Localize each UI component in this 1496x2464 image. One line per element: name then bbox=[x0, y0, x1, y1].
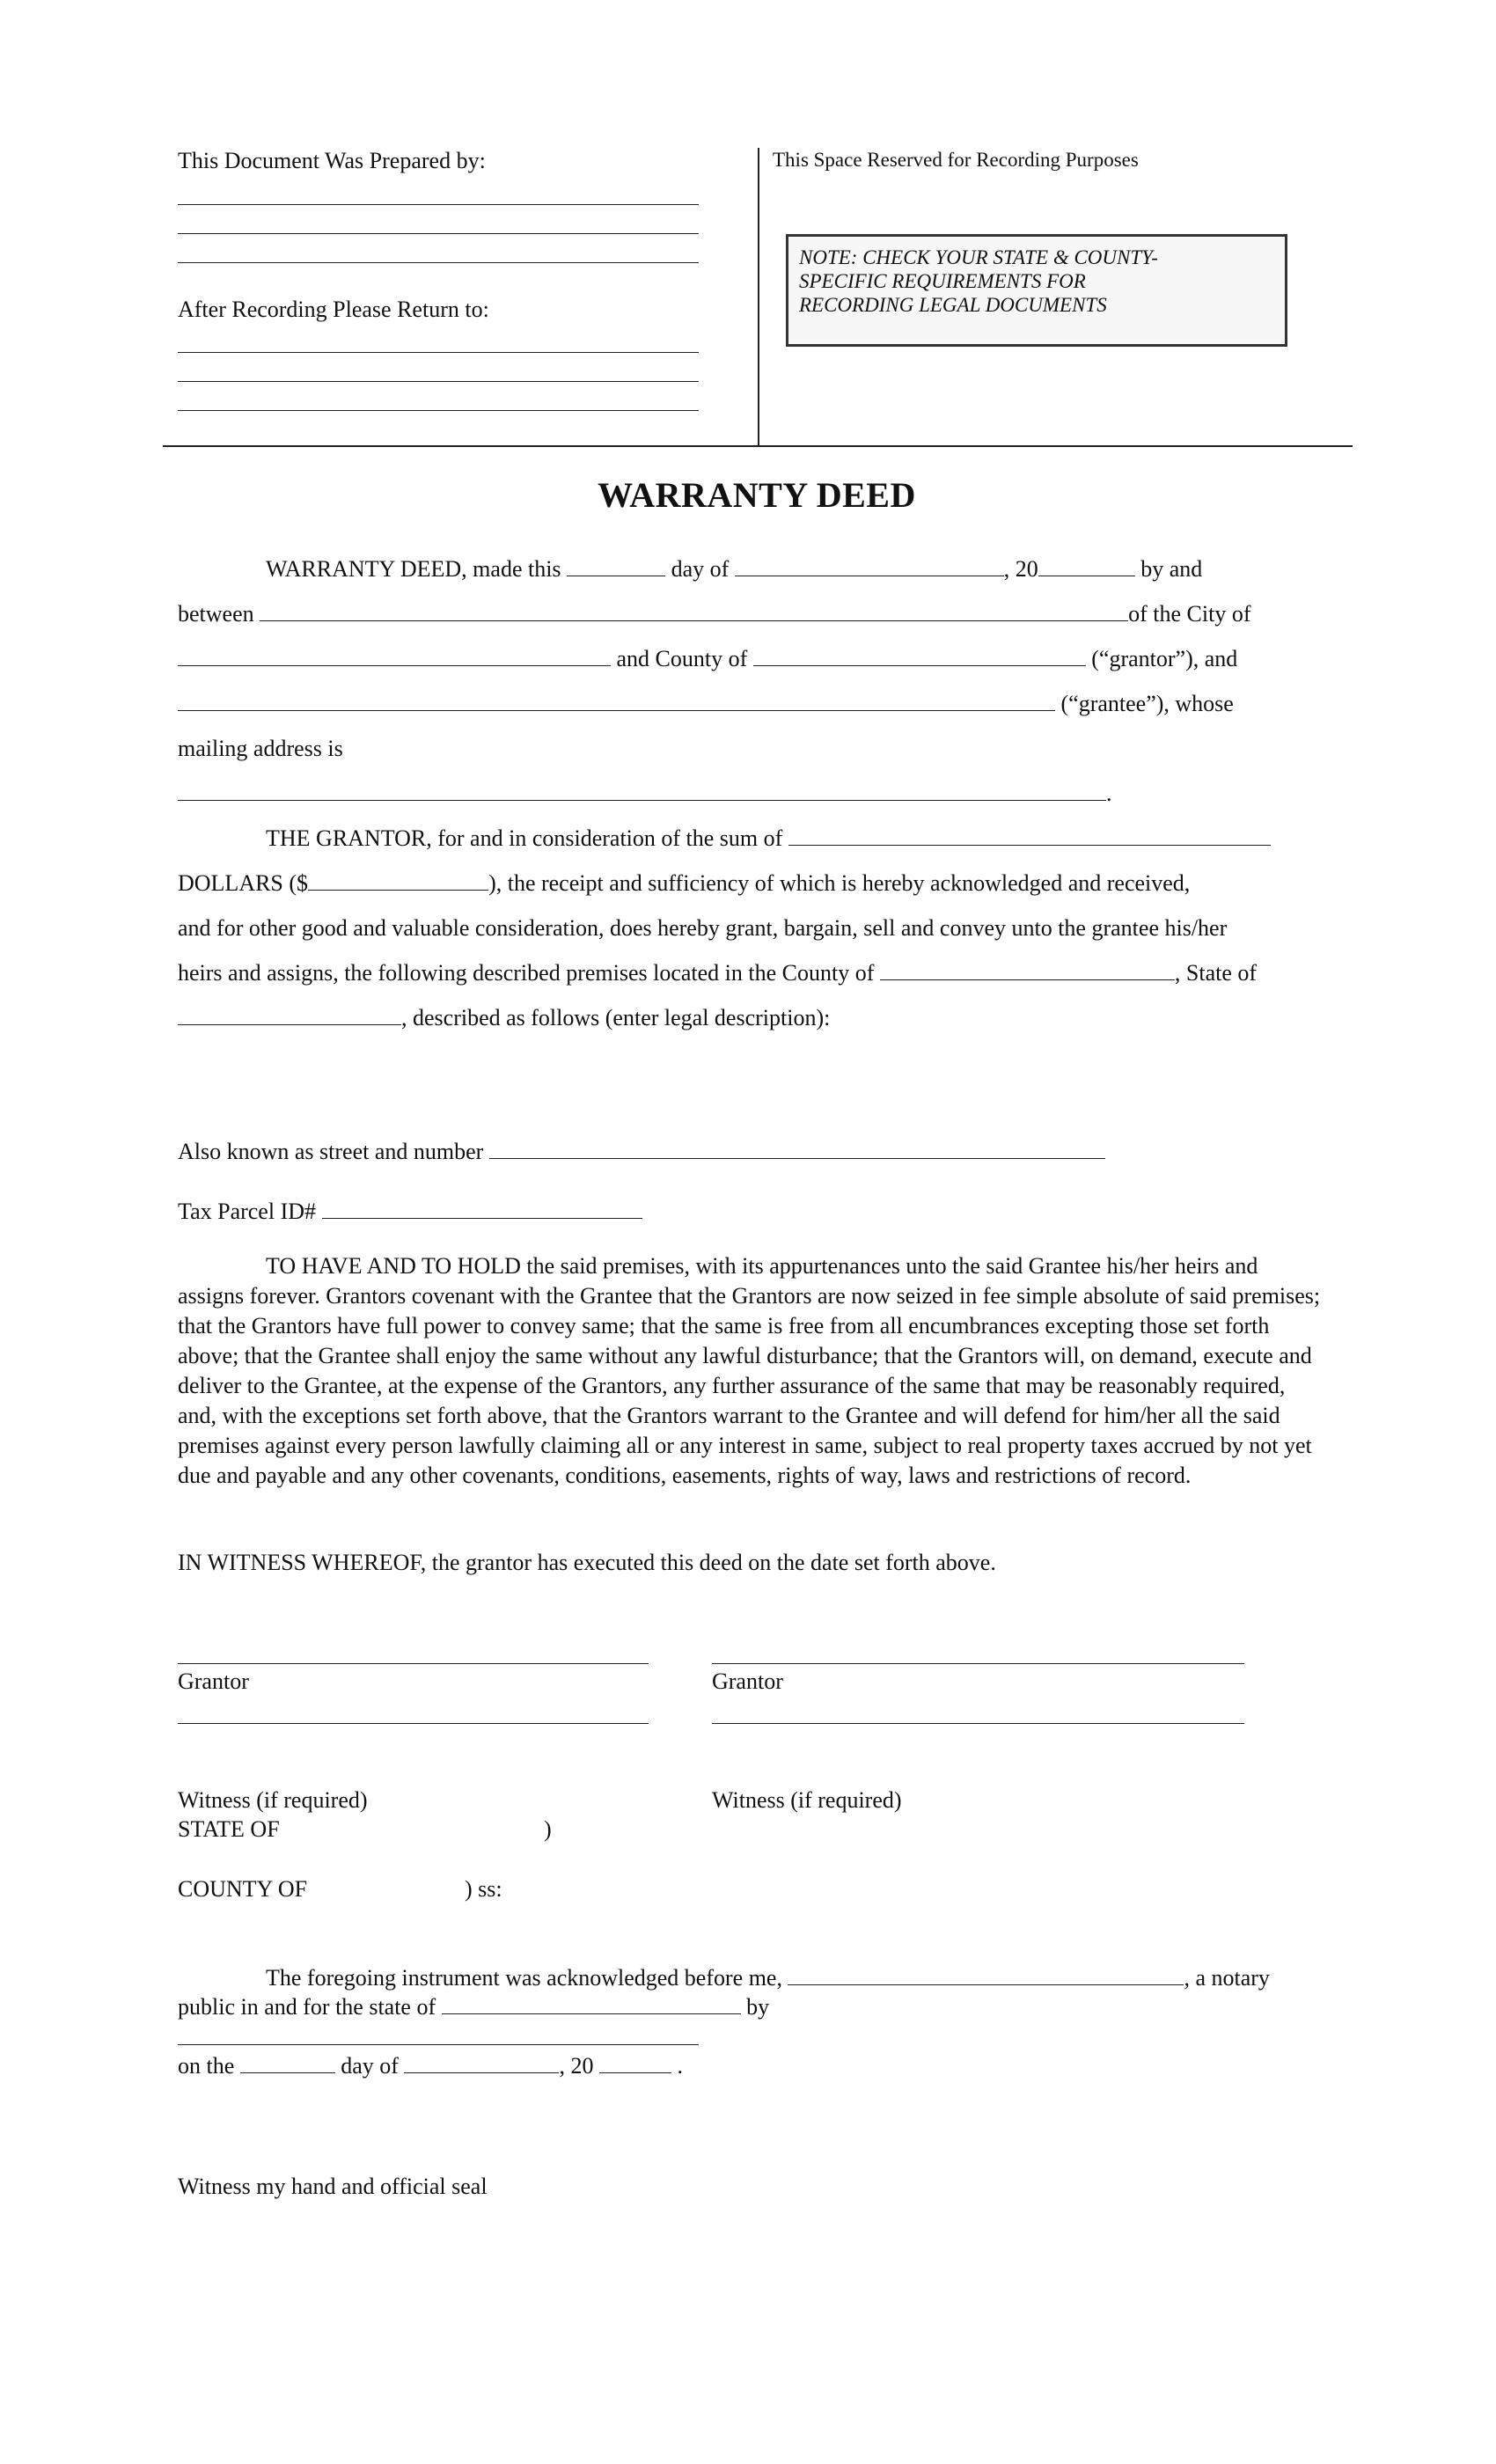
prepared-by-line-3[interactable] bbox=[178, 262, 699, 263]
receipt-text: ), the receipt and sufficiency of which is hereby acknowledged and received, bbox=[488, 870, 1191, 896]
notary-state-field[interactable] bbox=[442, 1994, 741, 2014]
grantor-label-right: Grantor bbox=[712, 1668, 783, 1694]
notary-day-of-text: day of bbox=[341, 2053, 399, 2079]
notary-name-field[interactable] bbox=[788, 1965, 1184, 1985]
on-the-text: on the bbox=[178, 2053, 235, 2079]
grantee-name-field[interactable] bbox=[178, 691, 1055, 711]
deed-county-of-text: and County of bbox=[616, 646, 748, 671]
acknowledged-by-line[interactable] bbox=[178, 2044, 699, 2045]
witness-signature-line-left[interactable] bbox=[178, 1723, 649, 1724]
grantor-signature-line-left[interactable] bbox=[178, 1663, 649, 1664]
consideration-amount-field[interactable] bbox=[308, 870, 488, 891]
deed-mailing-label: mailing address is bbox=[178, 736, 343, 761]
deed-year-prefix: , 20 bbox=[1003, 556, 1038, 582]
deed-by-and-text: by and bbox=[1140, 556, 1203, 582]
return-to-line-2[interactable] bbox=[178, 381, 699, 382]
deed-month-field[interactable] bbox=[735, 556, 1004, 576]
premises-county-text: heirs and assigns, the following described premises located in the County of bbox=[178, 960, 875, 986]
deed-day-of-text: day of bbox=[671, 556, 730, 582]
grantor-line-3: and for other good and valuable consideration, does hereby grant, bargain, sell and convey unto the grantee his/her bbox=[178, 915, 1228, 941]
notary-period: . bbox=[677, 2053, 683, 2079]
return-to-line-3[interactable] bbox=[178, 410, 699, 411]
deed-day-field[interactable] bbox=[567, 556, 665, 576]
deed-made-text: WARRANTY DEED, made this bbox=[266, 556, 561, 582]
acknowledgment-line-1 bbox=[178, 1965, 1270, 1991]
prepared-by-line-1[interactable] bbox=[178, 204, 699, 205]
consideration-words-field[interactable] bbox=[788, 825, 1271, 846]
return-to-line-1[interactable] bbox=[178, 352, 699, 353]
deed-line-3 bbox=[178, 646, 1237, 672]
state-of-label: STATE OF bbox=[178, 1816, 280, 1842]
legal-description-text: , described as follows (enter legal description): bbox=[401, 1005, 831, 1030]
habendum-paragraph bbox=[178, 1251, 1322, 1491]
a-notary-text: , a notary bbox=[1184, 1965, 1270, 1991]
notary-year-prefix: , 20 bbox=[559, 2053, 594, 2079]
deed-line-1 bbox=[178, 556, 1202, 583]
recording-note-text: NOTE: CHECK YOUR STATE & COUNTY- SPECIFIC REQUIREMENTS FOR RECORDING LEGAL DOCUMENTS bbox=[799, 246, 1158, 316]
grantee-address-field[interactable] bbox=[178, 781, 1106, 801]
document-title: WARRANTY DEED bbox=[598, 475, 916, 515]
official-seal-text: Witness my hand and official seal bbox=[178, 2174, 488, 2199]
deed-grantee-text: (“grantee”), whose bbox=[1060, 691, 1234, 716]
deed-address-period: . bbox=[1106, 781, 1112, 806]
witness-signature-line-right[interactable] bbox=[712, 1723, 1244, 1724]
acknowledgment-date-line bbox=[178, 2053, 683, 2079]
acknowledgment-text: The foregoing instrument was acknowledged before me, bbox=[266, 1965, 782, 1991]
witness-label-left: Witness (if required) bbox=[178, 1787, 368, 1813]
grantor-label-left: Grantor bbox=[178, 1668, 249, 1694]
tax-parcel-label: Tax Parcel ID# bbox=[178, 1199, 317, 1224]
grantor-consideration-text: THE GRANTOR, for and in consideration of the sum of bbox=[266, 825, 783, 851]
recording-note-box bbox=[786, 234, 1287, 347]
county-ss-label: ) ss: bbox=[465, 1876, 502, 1902]
grantor-name-field[interactable] bbox=[260, 601, 1128, 621]
dollars-text: DOLLARS ($ bbox=[178, 870, 309, 896]
by-text: by bbox=[746, 1994, 770, 2020]
notary-day-field[interactable] bbox=[240, 2053, 335, 2073]
prepared-by-label: This Document Was Prepared by: bbox=[178, 148, 486, 173]
public-state-text: public in and for the state of bbox=[178, 1994, 436, 2020]
premises-state-field[interactable] bbox=[178, 1005, 401, 1025]
witness-label-right: Witness (if required) bbox=[712, 1787, 902, 1813]
grantor-line-5 bbox=[178, 1005, 830, 1031]
grantor-line-2 bbox=[178, 870, 1190, 897]
grantor-county-field[interactable] bbox=[753, 646, 1086, 666]
deed-city-of-text: of the City of bbox=[1128, 601, 1251, 627]
grantor-city-field[interactable] bbox=[178, 646, 611, 666]
return-to-label: After Recording Please Return to: bbox=[178, 297, 489, 322]
prepared-by-line-2[interactable] bbox=[178, 233, 699, 234]
deed-grantor-text: (“grantor”), and bbox=[1091, 646, 1238, 671]
recording-space-label: This Space Reserved for Recording Purposes bbox=[773, 149, 1139, 171]
tax-line bbox=[178, 1199, 642, 1225]
deed-between-text: between bbox=[178, 601, 254, 627]
notary-month-field[interactable] bbox=[404, 2053, 559, 2073]
premises-county-field[interactable] bbox=[880, 960, 1175, 980]
street-number-field[interactable] bbox=[489, 1139, 1105, 1159]
acknowledgment-line-2 bbox=[178, 1994, 769, 2020]
header-divider-horizontal bbox=[163, 445, 1353, 447]
tax-parcel-field[interactable] bbox=[322, 1199, 642, 1219]
notary-year-field[interactable] bbox=[599, 2053, 671, 2073]
state-of-paren: ) bbox=[544, 1816, 552, 1842]
deed-line-2 bbox=[178, 601, 1251, 627]
deed-line-4 bbox=[178, 691, 1234, 717]
grantor-line-1 bbox=[178, 825, 1271, 852]
deed-year-field[interactable] bbox=[1038, 556, 1135, 576]
witness-whereof-text: IN WITNESS WHEREOF, the grantor has executed this deed on the date set forth above. bbox=[178, 1550, 996, 1575]
header-divider-vertical bbox=[758, 148, 759, 445]
deed-line-6 bbox=[178, 781, 1112, 807]
habendum-text: TO HAVE AND TO HOLD the said premises, with its appurtenances unto the said Grantee his/her heirs and assigns forever. Grantors covenant with the Grantee that the Grantors are now seized in fee simple absolute of said premises; that the Grantors have full power to convey same; that the same is free from all encumbrances excepting those set forth above; that the Grantee shall enjoy the same without any lawful disturbance; that the Grantors will, on demand, execute and deliver to the Grantee, at the expense of the Grantors, any further assurance of the same that may be reasonably required, and, with the exceptions set forth above, that the Grantors warrant to the Grantee and will defend for him/her all the said premises against every person lawfully claiming all or any interest in same, subject to real property taxes accrued by not yet due and payable and any other covenants, conditions, easements, rights of way, laws and restrictions of record. bbox=[178, 1253, 1321, 1488]
grantor-signature-line-right[interactable] bbox=[712, 1663, 1244, 1664]
state-of-text: , State of bbox=[1174, 960, 1258, 986]
county-of-label: COUNTY OF bbox=[178, 1876, 308, 1902]
street-line bbox=[178, 1139, 1105, 1165]
grantor-line-4 bbox=[178, 960, 1257, 986]
street-label: Also known as street and number bbox=[178, 1139, 484, 1164]
